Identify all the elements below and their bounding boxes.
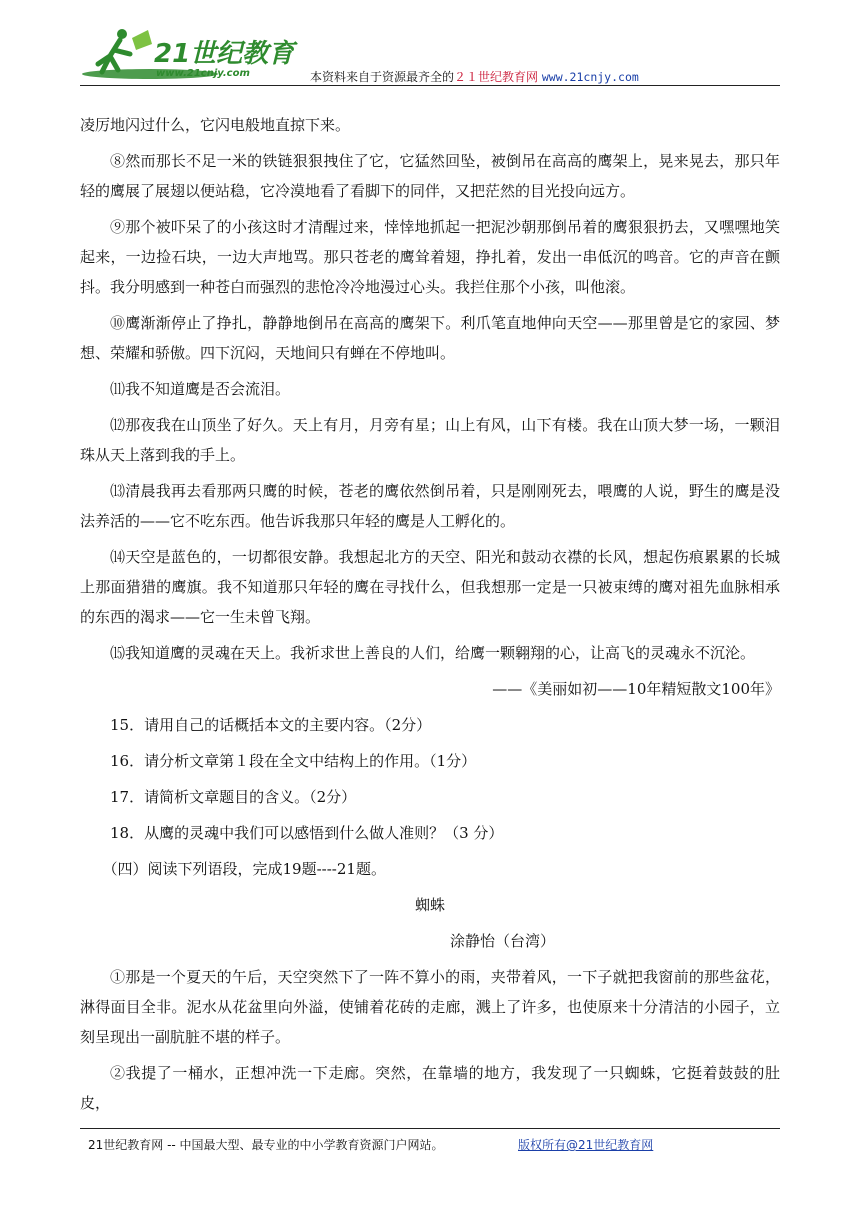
paragraph: ②我提了一桶水，正想冲洗一下走廊。突然，在靠墙的地方，我发现了一只蜘蛛，它挺着鼓鼓的肚皮， bbox=[80, 1064, 780, 1112]
header-note-prefix: 本资料来自于资源最齐全的 bbox=[310, 70, 455, 84]
header-note bbox=[310, 68, 639, 85]
source-citation: ——《美丽如初——10年精短散文100年》 bbox=[492, 680, 780, 698]
question-15: 15．请用自己的话概括本文的主要内容。（2分） bbox=[110, 716, 432, 734]
page-footer bbox=[88, 1136, 654, 1153]
header-note-url[interactable]: www.21cnjy.com bbox=[541, 70, 639, 84]
footer-text: 21世纪教育网 -- 中国最大型、最专业的中小学教育资源门户网站。 bbox=[88, 1138, 444, 1152]
paragraph: ⑨那个被吓呆了的小孩这时才清醒过来，悻悻地抓起一把泥沙朝那倒吊着的鹰狠狠扔去，又嘿嘿地笑起来，一边捡石块，一边大声地骂。那只苍老的鹰耸着翅，挣扎着，发出一串低沉的鸣音。它的声音在颤抖。我分明感到一种苍白而强烈的悲怆冷冷地漫过心头。我拦住那个小孩，叫他滚。 bbox=[80, 218, 780, 296]
copyright-link[interactable]: 版权所有@21世纪教育网 bbox=[518, 1138, 654, 1152]
article-author: 涂静怡（台湾） bbox=[450, 932, 556, 950]
runner-logo-icon bbox=[80, 24, 295, 82]
footer-divider bbox=[80, 1128, 780, 1129]
site-logo[interactable] bbox=[80, 24, 295, 82]
section-intro: （四）阅读下列语段，完成19题----21题。 bbox=[102, 860, 386, 878]
question-16: 16．请分析文章第１段在全文中结构上的作用。（1分） bbox=[110, 752, 477, 770]
header-divider bbox=[80, 85, 780, 86]
paragraph: ⑾我不知道鹰是否会流泪。 bbox=[110, 380, 291, 398]
paragraph: ⑩鹰渐渐停止了挣扎，静静地倒吊在高高的鹰架下。利爪笔直地伸向天空——那里曾是它的家园、梦想、荣耀和骄傲。四下沉闷，天地间只有蝉在不停地叫。 bbox=[80, 314, 780, 362]
header-note-highlight: ２１世纪教育网 bbox=[454, 70, 539, 84]
paragraph: ⑧然而那长不足一米的铁链狠狠拽住了它，它猛然回坠，被倒吊在高高的鹰架上，晃来晃去，那只年轻的鹰展了展翅以便站稳，它冷漠地看了看脚下的同伴，又把茫然的目光投向远方。 bbox=[80, 152, 780, 200]
paragraph: ⒀清晨我再去看那两只鹰的时候，苍老的鹰依然倒吊着，只是刚刚死去，喂鹰的人说，野生的鹰是没法养活的——它不吃东西。他告诉我那只年轻的鹰是人工孵化的。 bbox=[80, 482, 780, 530]
document-body bbox=[80, 110, 780, 1124]
paragraph: ⒂我知道鹰的灵魂在天上。我祈求世上善良的人们，给鹰一颗翱翔的心，让高飞的灵魂永不沉沦。 bbox=[110, 644, 756, 662]
paragraph: ①那是一个夏天的午后，天空突然下了一阵不算小的雨，夹带着风，一下子就把我窗前的那些盆花，淋得面目全非。泥水从花盆里向外溢，使铺着花砖的走廊，溅上了许多，也使原来十分清洁的小园子，立刻呈现出一副肮脏不堪的样子。 bbox=[80, 968, 780, 1046]
paragraph: ⑿那夜我在山顶坐了好久。天上有月，月旁有星；山上有风，山下有楼。我在山顶大梦一场，一颗泪珠从天上落到我的手上。 bbox=[80, 416, 780, 464]
paragraph: 凌厉地闪过什么，它闪电般地直掠下来。 bbox=[80, 116, 351, 134]
logo-url: www.21cnjy.com bbox=[156, 68, 250, 79]
page-header bbox=[80, 24, 780, 86]
paragraph: ⒁天空是蓝色的，一切都很安静。我想起北方的天空、阳光和鼓动衣襟的长风，想起伤痕累累的长城上那面猎猎的鹰旗。我不知道那只年轻的鹰在寻找什么，但我想那一定是一只被束缚的鹰对祖先血脉相承的东西的渴求——它一生未曾飞翔。 bbox=[80, 548, 780, 626]
question-18: 18．从鹰的灵魂中我们可以感悟到什么做人准则？（3 分） bbox=[110, 824, 504, 842]
article-title: 蜘蛛 bbox=[414, 896, 445, 914]
logo-wordmark: 21世纪教育 bbox=[154, 39, 295, 69]
question-17: 17．请简析文章题目的含义。（2分） bbox=[110, 788, 357, 806]
